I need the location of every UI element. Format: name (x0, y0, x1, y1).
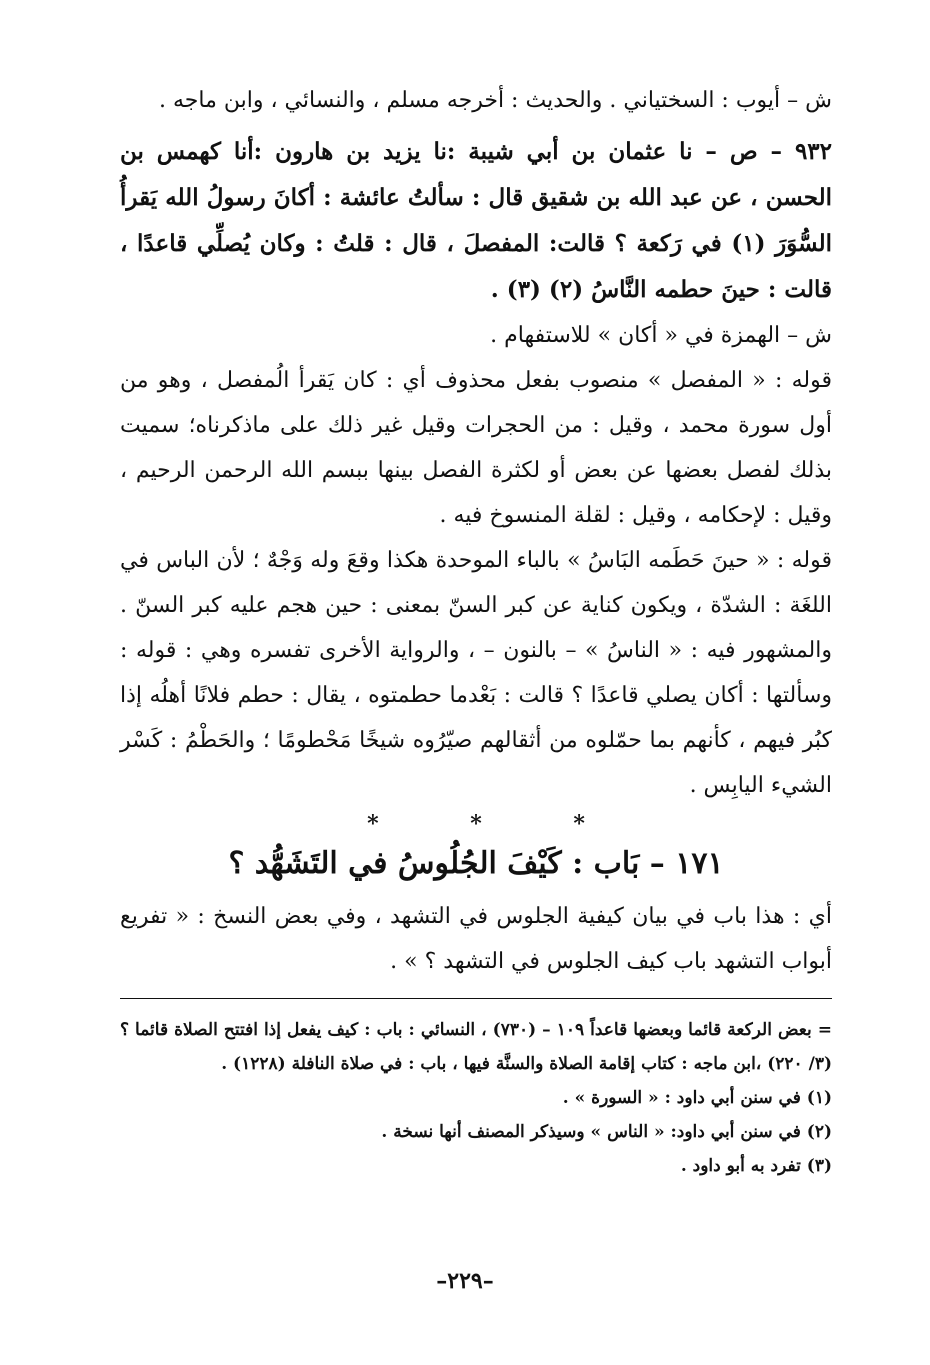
commentary-paragraph: ش – الهمزة في « أكان » للاستفهام . (490, 323, 832, 348)
section-separator: * * * (367, 811, 627, 837)
footnote: = بعض الركعة قائما وبعضها قاعداً ١٠٩ – (٧٣٠) ، النسائي : باب : كيف يفعل إذا افتتح الصلاة قائما ؟ (٣/ ٢٢٠) ،ابن ماجه : كتاب إقامة الصلاة والسنَّة فيها ، باب : في صلاة النافلة (١٢٢٨) . (120, 1020, 833, 1074)
footnote-divider (120, 998, 832, 999)
footnote: (٢) في سنن أبي داود: « الناس » وسيذكر المصنف أنها نسخة . (381, 1122, 832, 1142)
footnote: (١) في سنن أبي داود : « السورة » . (562, 1088, 832, 1108)
footnotes (120, 1013, 832, 1183)
page-body (120, 78, 832, 1183)
chapter-paragraph: أي : هذا باب في بيان كيفية الجلوس في التشهد ، وفي بعض النسخ : « تفريع أبواب التشهد باب كيف الجلوس في التشهد ؟ » . (120, 904, 832, 974)
commentary-paragraph: قوله : « المفصل » منصوب بفعل محذوف أي : كان يَقرأ الُمفصل ، وهو من أول سورة محمد ، وقيل : من الحجرات وقيل غير ذلك على ماذكرناه؛ سميت بذلك لفصل بعضها عن بعض أو لكثرة الفصل بينها ببسم الله الرحمن الرحيم ، وقيل : لإحكامه ، وقيل : لقلة المنسوخ فيه . (120, 368, 832, 528)
commentary-paragraph: ش – أيوب : السختياني . والحديث : أخرجه مسلم ، والنسائي ، وابن ماجه . (158, 88, 832, 113)
commentary-paragraph: قوله : « حينَ حَطَمه البَاسُ » بالباء الموحدة هكذا وقعَ وله وَجْهٌ ؛ لأن الباس في اللغَة : الشدّة ، ويكون كناية عن كبر السنّ بمعنى : حين هجم عليه كبر السنّ . والمشهور فيه : « الناسُ » – بالنون – ، والرواية الأخرى تفسره وهي : قوله : وسألتها : أكان يصلي قاعدًا ؟ قالت : بَعْدما حطمتوه ، يقال : حطم فلانًا أهلُه إذا كبُر فيهم ، كأنهم بما حمّلوه من أثقالهم صيّرُوه شيخًا مَحْطومًا ؛ والحَطْمُ : كَسْر الشيء اليابِس . (120, 548, 832, 798)
chapter-title: ١٧١ – بَاب : كَيْفَ الجُلُوسُ في التَشَهُّد ؟ (228, 846, 724, 881)
hadith-paragraph: ٩٣٢ – ص – نا عثمان بن أبي شيبة :نا يزيد بن هارون :أنا كهمس بن الحسن ، عن عبد الله بن شقيق قال : سألتُ عائشة : أكانَ رسولُ الله يَقرأُ السُّوَرَ (١) في رَكعة ؟ قالت: المفصلَ ، قال : قلتُ : وكان يُصلِّي قاعدًا ، قالت : حينَ حطمه النَّاسُ (٢) (٣) . (120, 138, 832, 303)
page-number: –٢٢٩– (436, 1268, 494, 1294)
footnote: (٣) تفرد به أبو داود . (680, 1156, 832, 1176)
